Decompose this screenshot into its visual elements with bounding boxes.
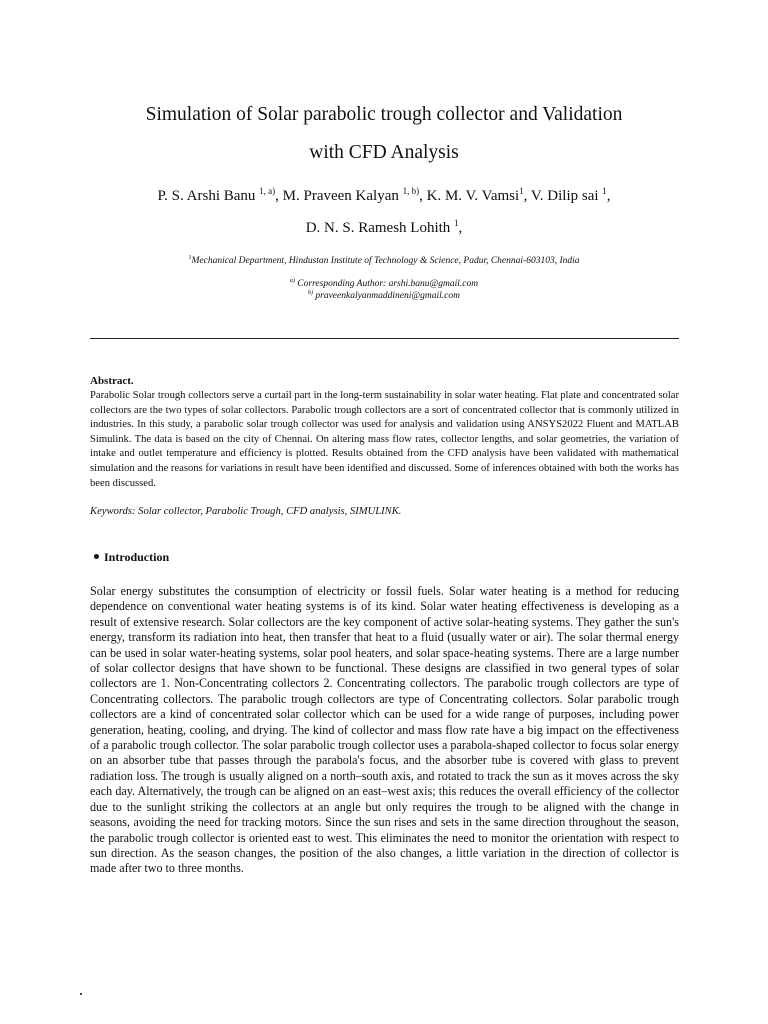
author-affil-mark: 1 <box>519 186 524 196</box>
author-name: D. N. S. Ramesh Lohith <box>305 220 451 236</box>
keywords: Keywords: Solar collector, Parabolic Trough, CFD analysis, SIMULINK. <box>90 506 402 517</box>
correspondence-mark: a) <box>289 278 295 284</box>
author-affil-mark: 1, a) <box>259 186 276 196</box>
second-author-email: praveenkalyanmaddineni@gmail.com <box>315 291 460 301</box>
section-heading-introduction <box>94 550 169 565</box>
page-speck <box>80 993 82 995</box>
correspondence-block <box>90 278 678 302</box>
header-divider <box>90 338 679 339</box>
author-affil-mark: 1, b) <box>402 186 420 196</box>
section-title: Introduction <box>104 550 170 564</box>
author-name: P. S. Arshi Banu <box>157 188 256 204</box>
author-name: M. Praveen Kalyan <box>282 188 399 204</box>
author-line-2: D. N. S. Ramesh Lohith $^1$, <box>305 218 463 236</box>
abstract-heading: Abstract. <box>90 375 134 387</box>
title-line-1: Simulation of Solar parabolic trough collector and Validation <box>145 104 623 125</box>
affiliation <box>90 256 678 266</box>
abstract-body <box>90 389 679 491</box>
author-name: K. M. V. Vamsi <box>426 188 520 204</box>
affiliation-text: Mechanical Department, Hindustan Institute of Technology & Science, Padur, Chennai-603103, India <box>191 256 580 266</box>
affiliation-mark: 1 <box>188 255 192 261</box>
corresponding-author <box>90 278 678 290</box>
title-line-2: with CFD Analysis <box>309 142 459 163</box>
bullet-icon <box>94 554 99 559</box>
introduction-body <box>90 584 679 877</box>
second-author-contact <box>90 290 678 302</box>
introduction-paragraph: Solar energy substitutes the consumption of electricity or fossil fuels. Solar water heating is a method for reducing dependence on conventional water heating systems is of its kind. Solar water heating effectiveness is developing as a result of extensive research. Solar collectors are the key component of active solar-heating systems. They gather the sun's energy, transform its radiation into heat, then transfer that heat to a fluid (usually water or air). The solar thermal energy can be used in solar water-heating systems, solar pool heaters, and solar space-heating systems. There are a large number of solar collector designs that have shown to be functional. These designs are classified in two general types of solar collectors are 1. Non-Concentrating collectors 2. Concentrating collectors. The parabolic trough collectors are type of Concentrating collectors. The parabolic trough collectors are type of Concentrating collectors. Solar parabolic trough collectors are a kind of concentrated solar collector which can be used for a wide range of purposes, including power generation, heating, cooling, and drying. The kind of collector and mass flow rate have a big impact on the effectiveness of a parabolic trough collector. The solar parabolic trough collector uses a parabola-shaped collector to focus solar energy on an absorber tube that passes through the parabola's focus, and the absorber tube is covered with glass to prevent radiation loss. The trough is usually aligned on a north–south axis, and rotated to track the sun as it moves across the sky each day. Alternatively, the trough can be aligned on an east–west axis; this reduces the overall efficiency of the collector due to the sunlight striking the collectors at an angle but only requires the trough to be aligned with the change in seasons, avoiding the need for tracking motors. Since the sun rises and sets in the same direction throughout the season, the parabolic trough collector is oriented east to west. This eliminates the need to monitor the orientation with respect to sun direction. As the season changes, the position of the also changes, a little variation in the direction of collector is made after two to three months. <box>90 584 679 876</box>
author-line-1: P. S. Arshi Banu $^{1, a)}$, M. Praveen Kalyan $^{1, b)}$, K. M. V. Vamsi$^1$, V. Dilip sai $^1$, <box>157 186 611 204</box>
paper-title <box>80 96 688 172</box>
author-affil-mark: 1 <box>454 218 459 228</box>
author-affil-mark: 1 <box>602 186 607 196</box>
author-name: V. Dilip sai <box>530 188 599 204</box>
correspondence-mark: b) <box>308 290 313 296</box>
corresponding-author-email: Corresponding Author: arshi.banu@gmail.com <box>297 279 479 289</box>
author-list <box>80 180 688 244</box>
abstract-text: Parabolic Solar trough collectors serve a curtail part in the long-term sustainability in solar water heating. Flat plate and concentrated solar collectors are the two types of solar collectors. Parabolic trough collectors are a sort of concentrated collector that is commonly utilized in industries. In this study, a parabolic solar trough collector was used for analysis and validation using ANSYS2022 Fluent and MATLAB Simulink. The data is based on the city of Chennai. On altering mass flow rates, collector lengths, and solar geometries, the variation of intake and outlet temperature and efficiency is plotted. Results obtained from the CFD analysis have been validated with mathematical simulation and the reasons for variations in result have been identified and discussed. Some of inferences obtained with both the works has been discussed. <box>90 390 679 489</box>
